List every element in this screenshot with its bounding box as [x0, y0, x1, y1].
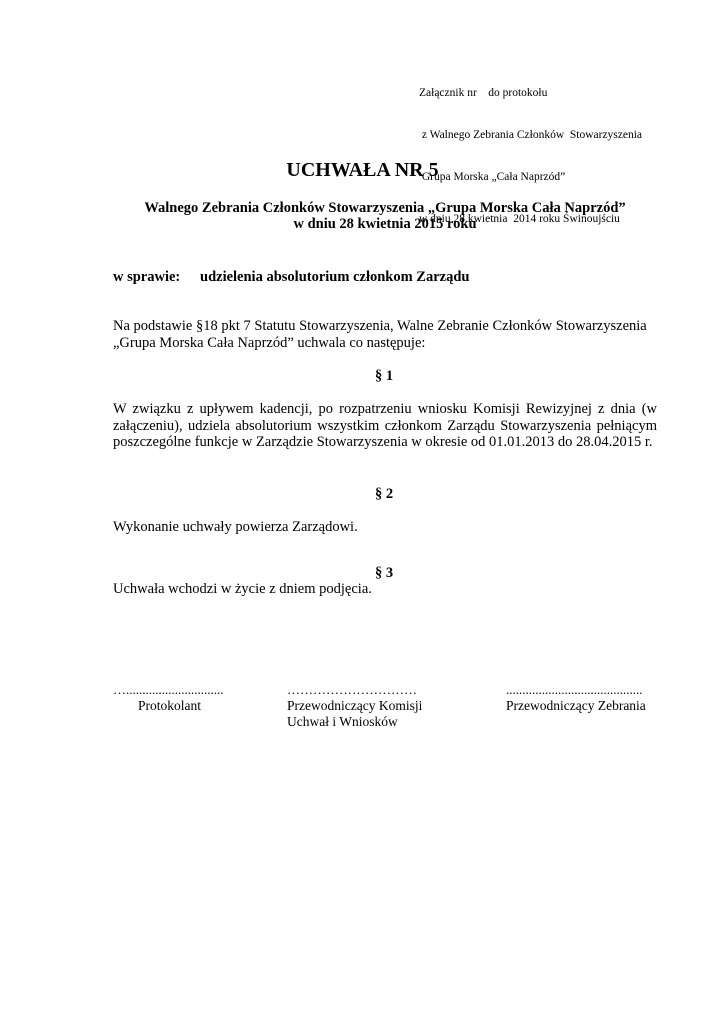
signature-role: Protokolant: [138, 698, 201, 713]
section-2-mark: § 2: [374, 486, 394, 502]
resolution-title: UCHWAŁA NR 5: [286, 159, 439, 181]
intro-line-1: Na podstawie §18 pkt 7 Statutu Stowarzyszenia, Walne Zebranie Członków Stowarzyszenia: [113, 318, 647, 334]
signature-line: …..............................: [113, 682, 224, 697]
attachment-note-line-1: Załącznik nr do protokołu: [419, 87, 548, 99]
intro-paragraph: [113, 318, 657, 351]
signature-meeting-chair: [506, 682, 646, 714]
signature-protokolant: [113, 682, 224, 714]
resolution-subject: [113, 269, 469, 286]
section-3-mark: § 3: [374, 565, 394, 581]
section-1-text: W związku z upływem kadencji, po rozpatrzeniu wniosku Komisji Rewizyjnej z dnia (w załączeniu), udziela absolutorium wszystkim członkom Zarządu Stowarzyszenia pełniącym poszczególne funkcje w Zarządzie Stowarzyszenia w okresie od 01.01.2013 do 28.04.2015 r.: [113, 401, 657, 450]
section-1-mark: § 1: [374, 368, 394, 384]
signature-role: Przewodniczący Komisji: [287, 698, 423, 713]
attachment-note-line-3: Grupa Morska „Cała Naprzód”: [419, 171, 566, 183]
subtitle-line-1: Walnego Zebrania Członków Stowarzyszenia „Grupa Morska Cała Naprzód”: [144, 200, 626, 216]
signature-role: Przewodniczący Zebrania: [506, 698, 646, 713]
resolution-subtitle: [0, 200, 725, 232]
intro-line-2: „Grupa Morska Cała Naprzód” uchwala co następuje:: [113, 334, 426, 351]
attachment-note-line-4: w dniu 28 kwietnia 2014 roku Świnoujściu: [419, 213, 620, 225]
subtitle-line-2: w dniu 28 kwietnia 2015 roku: [293, 216, 477, 232]
subject-text: udzielenia absolutorium członkom Zarządu: [200, 269, 470, 285]
subject-label: w sprawie:: [113, 269, 181, 285]
section-3-text: Uchwała wchodzi w życie z dniem podjęcia.: [113, 581, 372, 597]
attachment-note-line-2: z Walnego Zebrania Członków Stowarzyszenia: [419, 129, 643, 141]
signature-line: …………………………: [287, 682, 417, 697]
signature-role-line-2: Uchwał i Wniosków: [287, 714, 398, 729]
signature-line: ..........................................: [506, 682, 643, 697]
section-2-text: Wykonanie uchwały powierza Zarządowi.: [113, 519, 358, 535]
signature-committee-chair: [287, 682, 422, 730]
